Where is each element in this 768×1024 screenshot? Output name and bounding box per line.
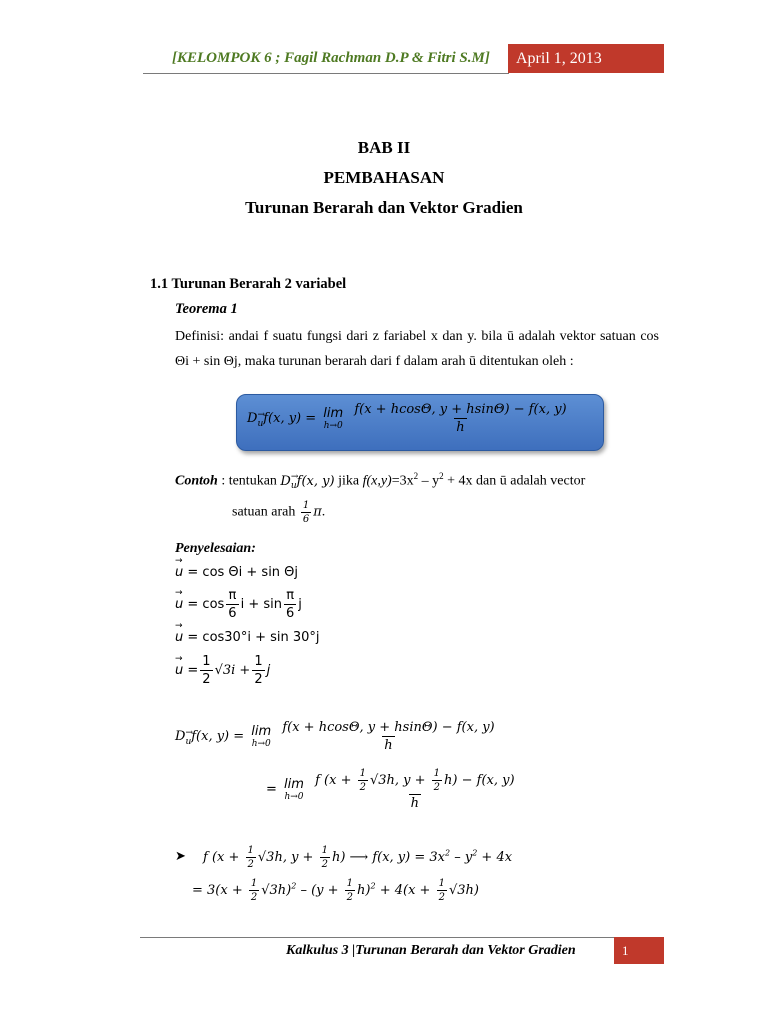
example-line-1	[175, 471, 585, 491]
formula-numerator: f(x + hcosΘ, y + hsinΘ) − f(x, y)	[354, 402, 567, 417]
derivation-lim-sub-2: h→0	[284, 792, 304, 802]
solution-line-2a: = cos	[187, 597, 225, 612]
formula-lim-sub: h→0	[323, 421, 343, 431]
solution-line-4-eq: =	[187, 663, 199, 678]
solution-line-4c: j	[266, 663, 271, 678]
derivation-half-den-1: 2	[359, 782, 366, 793]
bullet-half-1	[246, 845, 256, 870]
bullet-line-2a: = 3(x +	[192, 883, 247, 898]
formula-limit	[323, 406, 343, 431]
solution-line-2-frac-1	[226, 588, 238, 621]
subject-title: Turunan Berarah dan Vektor Gradien	[245, 198, 523, 217]
bullet-half-num-5: 1	[438, 878, 445, 889]
bullet-line-2c: – (y +	[296, 883, 343, 898]
bullet-half-num-4: 1	[346, 878, 354, 889]
page-number: 1	[614, 937, 664, 964]
example-line2-text: satuan arah	[232, 504, 296, 520]
formula-box-content	[247, 402, 571, 435]
solution-half-num-2: 1	[254, 654, 263, 669]
derivation-limit-2	[284, 777, 304, 802]
solution-half-den-1: 2	[202, 672, 211, 687]
solution-line-4-frac-2	[252, 654, 264, 687]
derivation-num-1: f(x + hcosΘ, y + hsinΘ) − f(x, y)	[282, 720, 495, 735]
solution-label: Penyelesaian:	[175, 541, 256, 556]
example-frac-num: 1	[302, 500, 310, 511]
bullet-half-den-2: 2	[321, 859, 328, 870]
derivation-line-2	[266, 768, 519, 811]
footer-text: Kalkulus 3 |Turunan Berarah dan Vektor Gradien	[286, 943, 576, 958]
bullet-line-2d: h)	[357, 883, 371, 898]
example-text-1: : tentukan	[217, 473, 281, 489]
solution-line-2-frac-2	[284, 588, 296, 621]
solution-pi-2: π	[286, 588, 295, 603]
bullet-half-den-1: 2	[247, 859, 254, 870]
bullet-sup-1: 2	[444, 848, 451, 858]
solution-line-4b: √3i +	[214, 663, 251, 678]
solution-line-4: → u = $\frac{1}{2}$ √3i + $\frac{1}{2}$ j	[175, 654, 270, 687]
solution-half-den-2: 2	[254, 672, 263, 687]
formula-denominator: h	[456, 420, 465, 435]
derivation-half-1	[358, 768, 368, 793]
formula-fraction	[352, 402, 568, 435]
bullet-half-num-3: 1	[250, 878, 258, 889]
bullet-half-num-2: 1	[321, 845, 328, 856]
solution-six-2: 6	[285, 606, 295, 621]
bullet-sup-4: 2	[370, 881, 376, 891]
bullet-line-1e: + 4x	[477, 850, 513, 865]
derivation-num-2d: h) − f(x, y)	[444, 773, 515, 788]
derivation-den-2: h	[410, 796, 419, 811]
solution-line-3: → u = cos30°i + sin 30°j	[175, 630, 320, 645]
example-pi: π	[313, 504, 322, 520]
formula-lim-word: lim	[323, 406, 344, 421]
formula-D: D	[247, 411, 258, 426]
derivation-fraction-1	[280, 720, 496, 753]
derivation-lim-sub-1: h→0	[251, 739, 271, 749]
bullet-line-2f: √3h)	[448, 883, 479, 898]
derivation-lim-word-2: lim	[284, 777, 304, 792]
solution-line-2b: i + sin	[240, 597, 282, 612]
solution-line-2c: j	[298, 597, 302, 612]
bullet-line-1	[203, 845, 512, 870]
derivation-lhs: f(x, y) =	[191, 729, 249, 744]
example-sup-b: 2	[439, 471, 444, 481]
example-rest: + 4x dan ū adalah vector	[443, 473, 586, 489]
bullet-line-2	[192, 878, 479, 903]
solution-line-4-frac-1	[200, 654, 212, 687]
bullet-half-den-4: 2	[346, 892, 354, 903]
bullet-line-1c: h) ⟶ f(x, y) = 3x	[331, 850, 445, 865]
derivation-half-den-2: 2	[433, 782, 441, 793]
derivation-num-2b: (x +	[324, 773, 356, 788]
derivation-num-2a: f	[315, 773, 325, 788]
example-eq: =3x	[391, 473, 414, 489]
example-func: f(x, y)	[296, 473, 335, 489]
formula-D-sub: → $_u$	[257, 419, 263, 429]
derivation-eq-2: =	[266, 782, 277, 797]
definition-text: Definisi: andai f suatu fungsi dari z fariabel x dan y. bila ū adalah vektor satuan cos Θi + sin Θj, maka turunan berarah dari f dalam arah ū ditentukan oleh :	[175, 329, 659, 369]
bullet-line-1b: √3h, y +	[257, 850, 318, 865]
derivation-den-1: h	[384, 738, 393, 753]
chapter-title: BAB II	[357, 138, 411, 157]
example-sup: 2	[413, 471, 419, 481]
bullet-line-2e: + 4(x +	[375, 883, 435, 898]
example-label: Contoh	[175, 473, 218, 489]
bullet-half-2	[320, 845, 330, 870]
example-frac-den: 6	[302, 514, 310, 525]
bullet-half-4	[345, 878, 355, 903]
derivation-num-2	[313, 768, 516, 794]
bullet-half-den-5: 2	[438, 892, 445, 903]
solution-six-1: 6	[228, 606, 237, 621]
bullet-half-num-1: 1	[247, 845, 254, 856]
section-title: PEMBAHASAN	[323, 168, 445, 187]
bullet-half-5	[437, 878, 447, 903]
solution-line-1-text: = cos Θi + sin Θj	[187, 565, 299, 580]
solution-line-3-text: = cos30°i + sin 30°j	[187, 630, 320, 645]
example-D-sub: → $_u$	[291, 481, 297, 491]
theorem-label: Teorema 1	[175, 301, 238, 317]
derivation-half-num-1: 1	[359, 768, 366, 779]
solution-line-1: → u = cos Θi + sin Θj	[175, 565, 298, 580]
section-heading: 1.1 Turunan Berarah 2 variabel	[150, 276, 347, 292]
formula-lhs: f(x, y) =	[263, 411, 321, 426]
bullet-line-2b: √3h)	[261, 883, 292, 898]
bullet-marker: ➤	[175, 848, 186, 863]
derivation-line-1: D→ $_u$f(x, y) = lim h→0 $\frac{f(x + hcos\Theta, y + hsin\Theta) - f(x, y)}{h}$	[175, 720, 499, 753]
derivation-half-2	[432, 768, 442, 793]
header-text: [KELOMPOK 6 ; Fagil Rachman D.P & Fitri S.M]	[172, 50, 490, 66]
example-minus-y: – y	[418, 473, 440, 489]
derivation-half-num-2: 1	[433, 768, 441, 779]
bullet-sup-2: 2	[472, 848, 478, 858]
solution-line-2: → u = cos $\frac{\pi}{6}$ i + sin $\frac{\pi}{6}$ j	[175, 588, 302, 621]
bullet-line-1a: f (x +	[203, 850, 244, 865]
derivation-fraction-2	[313, 768, 516, 811]
example-D: D	[280, 473, 291, 489]
bullet-sup-3: 2	[291, 881, 297, 891]
derivation-limit-1	[251, 724, 271, 749]
bullet-half-den-3: 2	[250, 892, 258, 903]
example-text-2: jika	[334, 473, 363, 489]
solution-half-num-1: 1	[202, 654, 211, 669]
example-fx: f(x,y)	[362, 473, 392, 489]
derivation-lim-word-1: lim	[251, 724, 272, 739]
header-date: April 1, 2013	[508, 44, 664, 73]
bullet-half-3	[249, 878, 259, 903]
footer-divider	[140, 937, 616, 938]
example-fraction	[301, 500, 311, 525]
header-divider	[143, 73, 509, 74]
example-line-2	[232, 500, 325, 525]
solution-pi-1: π	[228, 588, 237, 603]
example-dot: .	[321, 504, 326, 520]
bullet-line-1d: – y	[450, 850, 473, 865]
derivation-num-2c: √3h, y +	[369, 773, 430, 788]
